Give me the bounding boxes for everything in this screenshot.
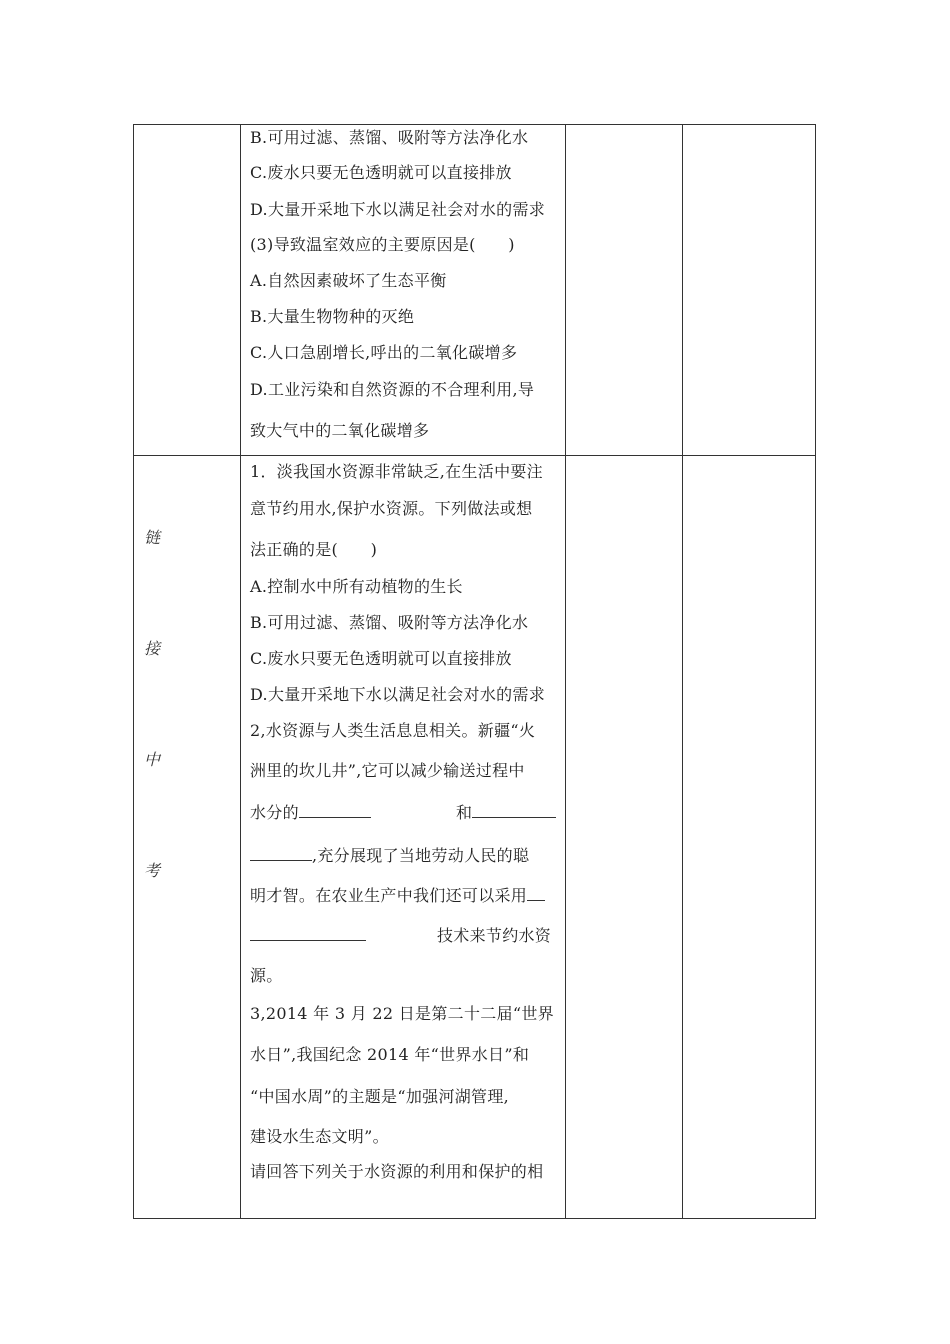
question-2-line: 2,水资源与人类生活息息相关。新疆“火 [250, 721, 536, 740]
answer-blank [472, 803, 556, 818]
side-label-char: 考 [144, 861, 161, 880]
question-2-suffix: 技术来节约水资 [437, 926, 552, 945]
option-line: D.工业污染和自然资源的不合理利用,导 [250, 380, 535, 399]
question-1-line: 意节约用水,保护水资源。下列做法或想 [250, 499, 533, 518]
option-line: 致大气中的二氧化碳增多 [250, 421, 430, 440]
table-bottom-border [133, 1218, 816, 1219]
table-column-divider-3 [682, 124, 683, 1219]
fill-suffix: ,充分展现了当地劳动人民的聪 [312, 846, 530, 865]
option-line: A.自然因素破坏了生态平衡 [250, 271, 447, 290]
question-3-line: 请回答下列关于水资源的利用和保护的相 [250, 1162, 544, 1181]
question-2-line [250, 886, 545, 906]
table-column-divider-1 [240, 124, 241, 1219]
question-3-line: 3,2014 年 3 月 22 日是第二十二届“世界 [250, 1004, 554, 1023]
question-2-line [250, 846, 529, 866]
fill-connector: 和 [456, 803, 473, 822]
table-column-divider-2 [565, 124, 566, 1219]
table-row-divider [133, 455, 816, 456]
question-1-line: 1．淡我国水资源非常缺乏,在生活中要注 [250, 462, 543, 481]
question-line: (3)导致温室效应的主要原因是( ) [250, 235, 515, 254]
question-1-line: 法正确的是( ) [250, 540, 378, 559]
fill-text: 明才智。在农业生产中我们还可以采用 [250, 886, 528, 905]
option-line: D.大量开采地下水以满足社会对水的需求 [250, 685, 546, 704]
question-2-line: 洲里的坎儿井”,它可以减少输送过程中 [250, 761, 525, 780]
question-2-connector [456, 803, 556, 823]
question-3-line: “中国水周”的主题是“加强河湖管理, [250, 1087, 510, 1106]
answer-blank [527, 886, 545, 901]
fill-prefix: 水分的 [250, 803, 299, 822]
table-left-border [133, 124, 134, 1219]
option-line: B.可用过滤、蒸馏、吸附等方法净化水 [250, 128, 529, 147]
table-right-border [815, 124, 816, 1219]
answer-blank [250, 926, 366, 941]
option-line: B.大量生物物种的灭绝 [250, 307, 415, 326]
question-2-line: 源。 [250, 966, 283, 985]
answer-blank [250, 846, 312, 861]
option-line: D.大量开采地下水以满足社会对水的需求 [250, 200, 546, 219]
side-label-char: 接 [144, 639, 161, 658]
question-2-line [250, 803, 371, 823]
side-label-char: 链 [144, 528, 161, 547]
table-top-border [133, 124, 816, 125]
question-3-line: 水日”,我国纪念 2014 年“世界水日”和 [250, 1045, 530, 1064]
option-line: C.废水只要无色透明就可以直接排放 [250, 163, 512, 182]
option-line: C.废水只要无色透明就可以直接排放 [250, 649, 512, 668]
option-line: A.控制水中所有动植物的生长 [250, 577, 463, 596]
side-label-char: 中 [144, 750, 161, 769]
question-3-line: 建设水生态文明”。 [250, 1127, 389, 1146]
option-line: B.可用过滤、蒸馏、吸附等方法净化水 [250, 613, 529, 632]
answer-blank [299, 803, 371, 818]
question-2-line [250, 926, 366, 946]
option-line: C.人口急剧增长,呼出的二氧化碳增多 [250, 343, 518, 362]
